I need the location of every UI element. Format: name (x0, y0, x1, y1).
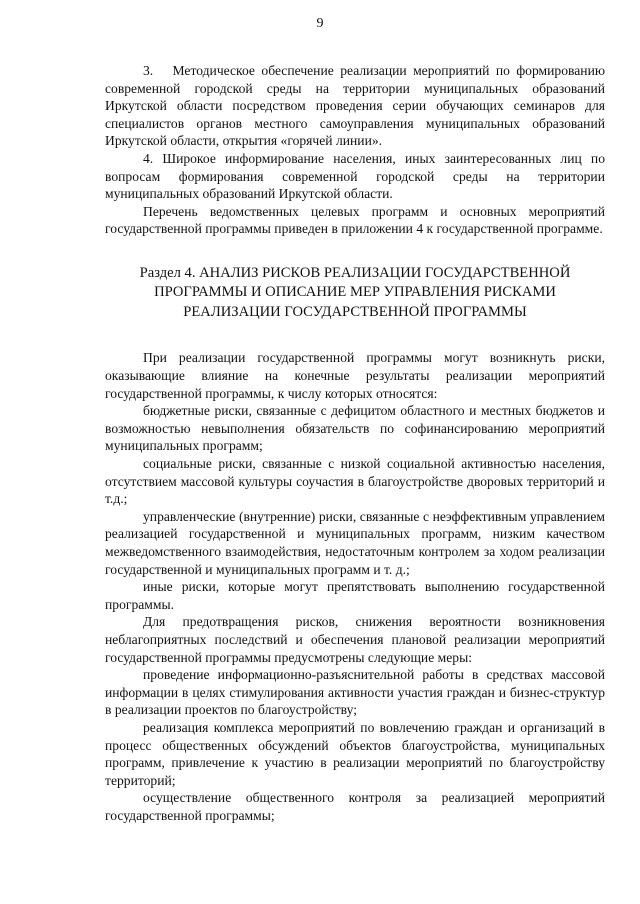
section-title (105, 264, 605, 323)
paragraph: 4. Широкое информирование населения, иных заинтересованных лиц по вопросам формирования современной городской среды на территории муниципальных образований Иркутской области. (105, 150, 605, 202)
page-number: 9 (316, 16, 324, 31)
paragraph: проведение информационно-разъяснительной работы в средствах массовой информации в целях стимулирования активности участия граждан и бизнес-структур в реализации проектов по благоустройству; (105, 667, 605, 718)
document-body (105, 62, 605, 824)
paragraph: реализация комплекса мероприятий по вовлечению граждан и организаций в процесс общественных обсуждений объектов благоустройства, муниципальных программ, привлечение к участию в реализации мероприятий по благоустройству территорий; (105, 719, 605, 788)
section-title-line: Раздел 4. АНАЛИЗ РИСКОВ РЕАЛИЗАЦИИ ГОСУДАРСТВЕННОЙ (139, 264, 571, 281)
paragraph: социальные риски, связанные с низкой социальной активностью населения, отсутствием массовой культуры соучастия в благоустройстве дворовых территорий и т.д.; (105, 456, 605, 507)
paragraph: Для предотвращения рисков, снижения вероятности возникновения неблагоприятных последствий и обеспечения плановой реализации мероприятий государственной программы предусмотрены следующие меры: (105, 614, 605, 665)
section-title-line: РЕАЛИЗАЦИИ ГОСУДАРСТВЕННОЙ ПРОГРАММЫ (183, 303, 527, 320)
paragraph: бюджетные риски, связанные с дефицитом областного и местных бюджетов и возможностью невыполнения обязательств по софинансированию мероприятий муниципальных программ; (105, 403, 605, 454)
paragraph: 3. Методическое обеспечение реализации мероприятий по формированию современной городской среды на территории муниципальных образований Иркутской области посредством проведения серии обучающих семинаров для специалистов органов местного самоуправления муниципальных образований Иркутской области, открытия «горячей линии». (105, 63, 605, 149)
paragraph: управленческие (внутренние) риски, связанные с неэффективным управлением реализацией государственной и муниципальных программ, низким качеством межведомственного взаимодействия, недостаточным контролем за ходом реализации государственной и муниципальных программ и т. д.; (105, 508, 605, 577)
section-title-line: ПРОГРАММЫ И ОПИСАНИЕ МЕР УПРАВЛЕНИЯ РИСКАМИ (154, 284, 556, 301)
paragraph: При реализации государственной программы могут возникнуть риски, оказывающие влияние на конечные результаты реализации мероприятий государственной программы, к числу которых относятся: (105, 350, 605, 401)
paragraph: Перечень ведомственных целевых программ и основных мероприятий государственной программы приведен в приложении 4 к государственной программе. (105, 203, 605, 237)
paragraph: иные риски, которые могут препятствовать выполнению государственной программы. (105, 579, 605, 612)
paragraph: осуществление общественного контроля за реализацией мероприятий государственной программы; (105, 790, 605, 823)
